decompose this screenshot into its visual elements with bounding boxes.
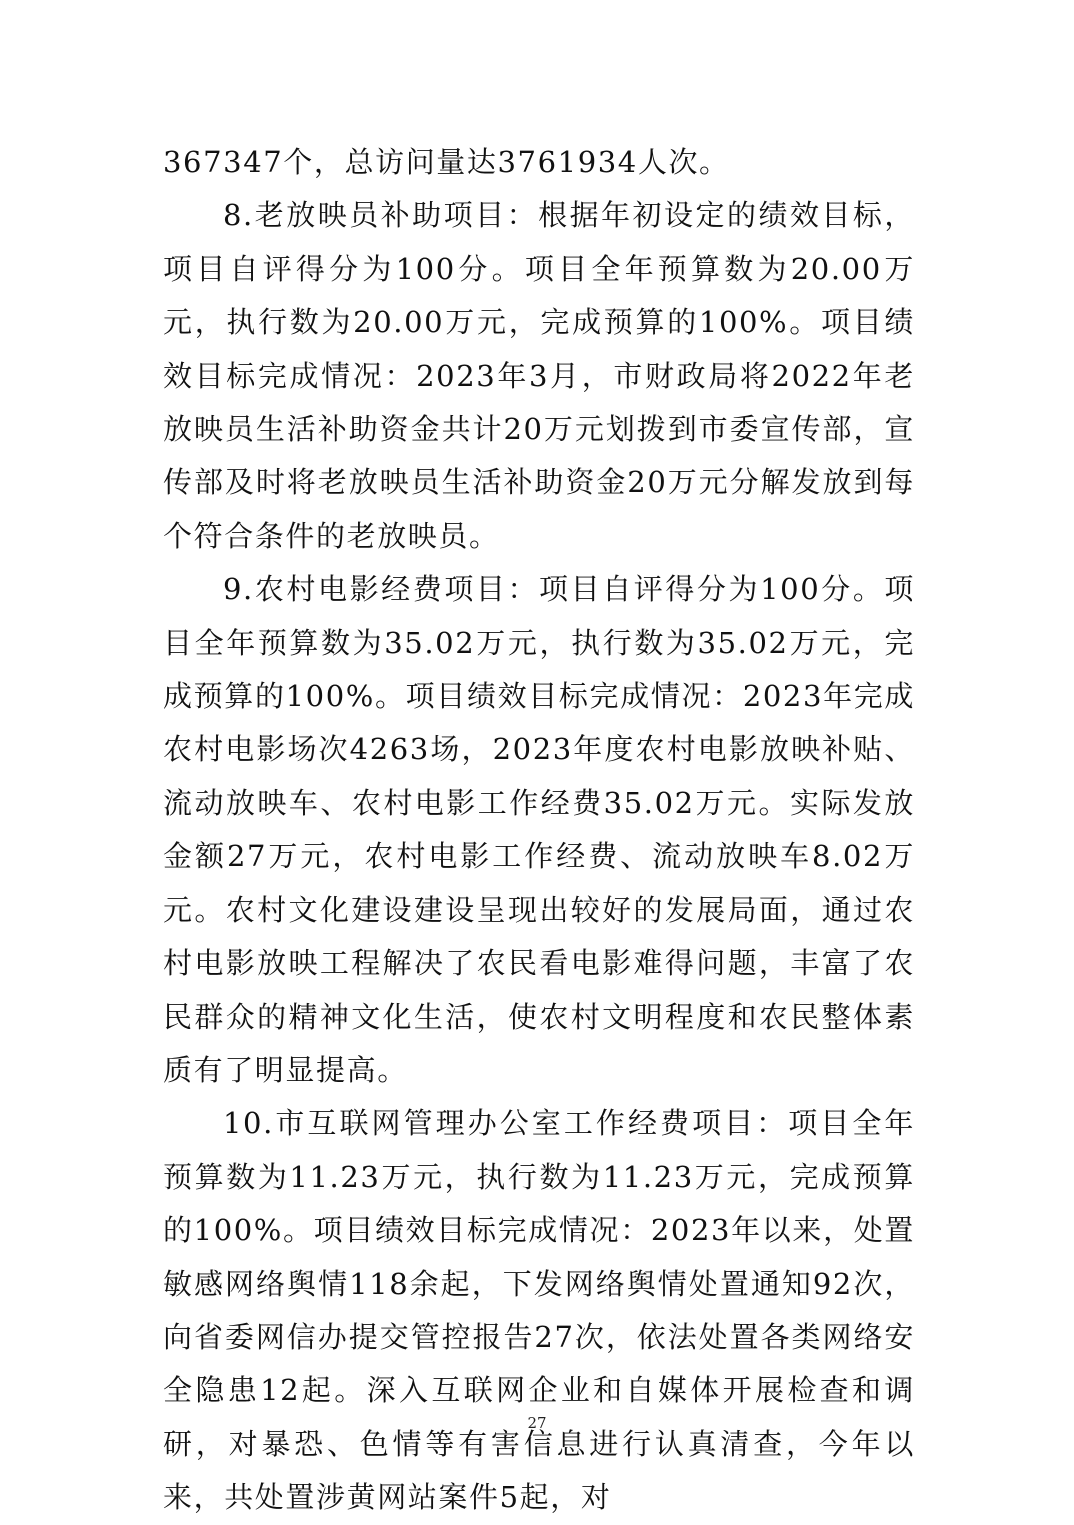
page-number: 27 [527, 1414, 547, 1432]
paragraph-item-9: 9.农村电影经费项目：项目自评得分为100分。项目全年预算数为35.02万元，执行数为35.02万元，完成预算的100%。项目绩效目标完成情况：2023年完成农村电影场次4263场，2023年度农村电影放映补贴、流动放映车、农村电影工作经费35.02万元。实际发放金额27万元，农村电影工作经费、流动放映车8.02万元。农村文化建设建设呈现出较好的发展局面，通过农村电影放映工程解决了农民看电影难得问题，丰富了农民群众的精神文化生活，使农村文明程度和农民整体素质有了明显提高。 [163, 572, 915, 1087]
document-body [163, 136, 915, 1525]
paragraph-item-8: 8.老放映员补助项目：根据年初设定的绩效目标，项目自评得分为100分。项目全年预算数为20.00万元，执行数为20.00万元，完成预算的100%。项目绩效目标完成情况：2023年3月，市财政局将2022年老放映员生活补助资金共计20万元划拨到市委宣传部，宣传部及时将老放映员生活补助资金20万元分解发放到每个符合条件的老放映员。 [163, 198, 915, 553]
paragraph-continuation: 367347个，总访问量达3761934人次。 [163, 145, 730, 179]
paragraph-item-10: 10.市互联网管理办公室工作经费项目：项目全年预算数为11.23万元，执行数为11.23万元，完成预算的100%。项目绩效目标完成情况：2023年以来，处置敏感网络舆情118余起，下发网络舆情处置通知92次，向省委网信办提交管控报告27次，依法处置各类网络安全隐患12起。深入互联网企业和自媒体开展检查和调研，对暴恐、色情等有害信息进行认真清查，今年以来，共处置涉黄网站案件5起，对 [163, 1106, 915, 1515]
